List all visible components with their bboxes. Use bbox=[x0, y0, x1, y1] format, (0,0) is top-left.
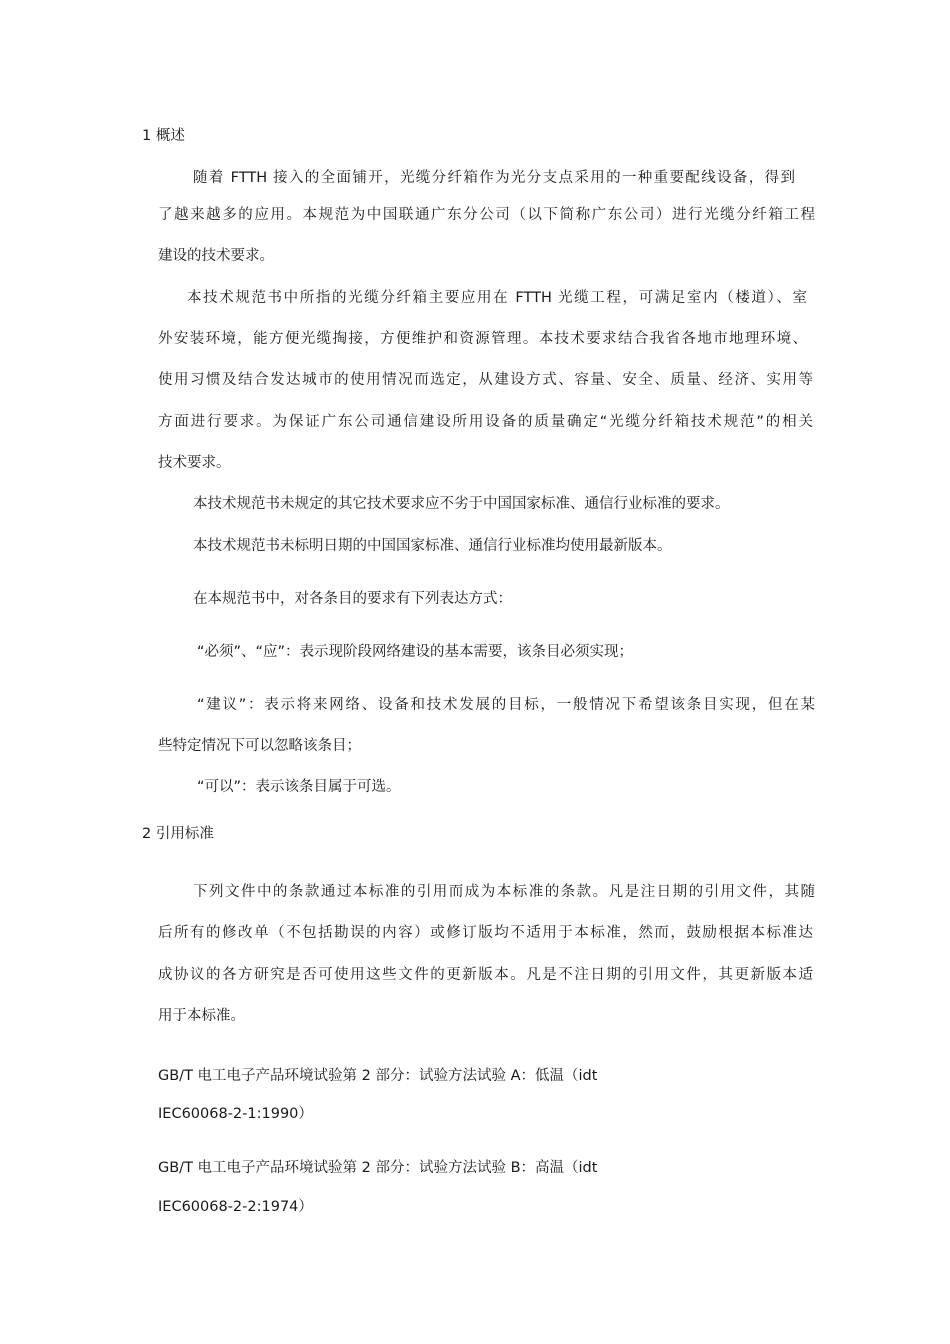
reference-item: IEC60068-2-2:1974） bbox=[158, 1199, 313, 1215]
reference-item: GB/T 电工电子产品环境试验第 2 部分：试验方法试验 B：高温（idt bbox=[158, 1160, 598, 1176]
paragraph-line: 技术要求。 bbox=[158, 455, 231, 471]
paragraph: 在本规范书中，对各条目的要求有下列表达方式： bbox=[193, 591, 512, 607]
paragraph: 本技术规范书未规定的其它技术要求应不劣于中国国家标准、通信行业标准的要求。 bbox=[193, 496, 730, 512]
paragraph-line: 建设的技术要求。 bbox=[158, 248, 274, 264]
paragraph: “必须”、“应”：表示现阶段网络建设的基本需要，该条目必须实现； bbox=[197, 644, 634, 660]
paragraph-line: 外安装环境，能方便光缆掏接，方便维护和资源管理。本技术要求结合我省各地市地理环境、 bbox=[158, 331, 807, 347]
paragraph: “可以”：表示该条目属于可选。 bbox=[197, 779, 401, 795]
paragraph-line: 随着 FTTH 接入的全面铺开，光缆分纤箱作为光分支点采用的一种重要配线设备，得到 bbox=[193, 170, 795, 186]
paragraph-line: 成协议的各方研究是否可使用这些文件的更新版本。凡是不注日期的引用文件，其更新版本适 bbox=[158, 967, 813, 983]
paragraph-line: 了越来越多的应用。本规范为中国联通广东分公司（以下简称广东公司）进行光缆分纤箱工程 bbox=[158, 207, 815, 223]
reference-item: IEC60068-2-1:1990） bbox=[158, 1106, 313, 1122]
section-2-heading: 2 引用标准 bbox=[142, 826, 214, 842]
paragraph-line: 下列文件中的条款通过本标准的引用而成为本标准的条款。凡是注日期的引用文件，其随 bbox=[193, 884, 815, 900]
paragraph-line: 后所有的修改单（不包括勘误的内容）或修订版均不适用于本标准，然而，鼓励根据本标准达 bbox=[158, 925, 813, 941]
paragraph-line: 用于本标准。 bbox=[158, 1008, 245, 1024]
paragraph-line: 些特定情况下可以忽略该条目； bbox=[158, 738, 361, 754]
paragraph-line: “建议”：表示将来网络、设备和技术发展的目标，一般情况下希望该条目实现，但在某 bbox=[197, 697, 815, 713]
paragraph: 本技术规范书未标明日期的中国国家标准、通信行业标准均使用最新版本。 bbox=[193, 538, 672, 554]
section-1-heading: 1 概述 bbox=[142, 128, 185, 144]
paragraph-line: 使用习惯及结合发达城市的使用情况而选定，从建设方式、容量、安全、质量、经济、实用等 bbox=[158, 372, 813, 388]
paragraph-line: 方面进行要求。为保证广东公司通信建设所用设备的质量确定“光缆分纤箱技术规范”的相关 bbox=[158, 414, 813, 430]
paragraph-line: 本技术规范书中所指的光缆分纤箱主要应用在 FTTH 光缆工程，可满足室内（楼道）、室 bbox=[187, 290, 807, 306]
reference-item: GB/T 电工电子产品环境试验第 2 部分：试验方法试验 A：低温（idt bbox=[158, 1068, 598, 1084]
